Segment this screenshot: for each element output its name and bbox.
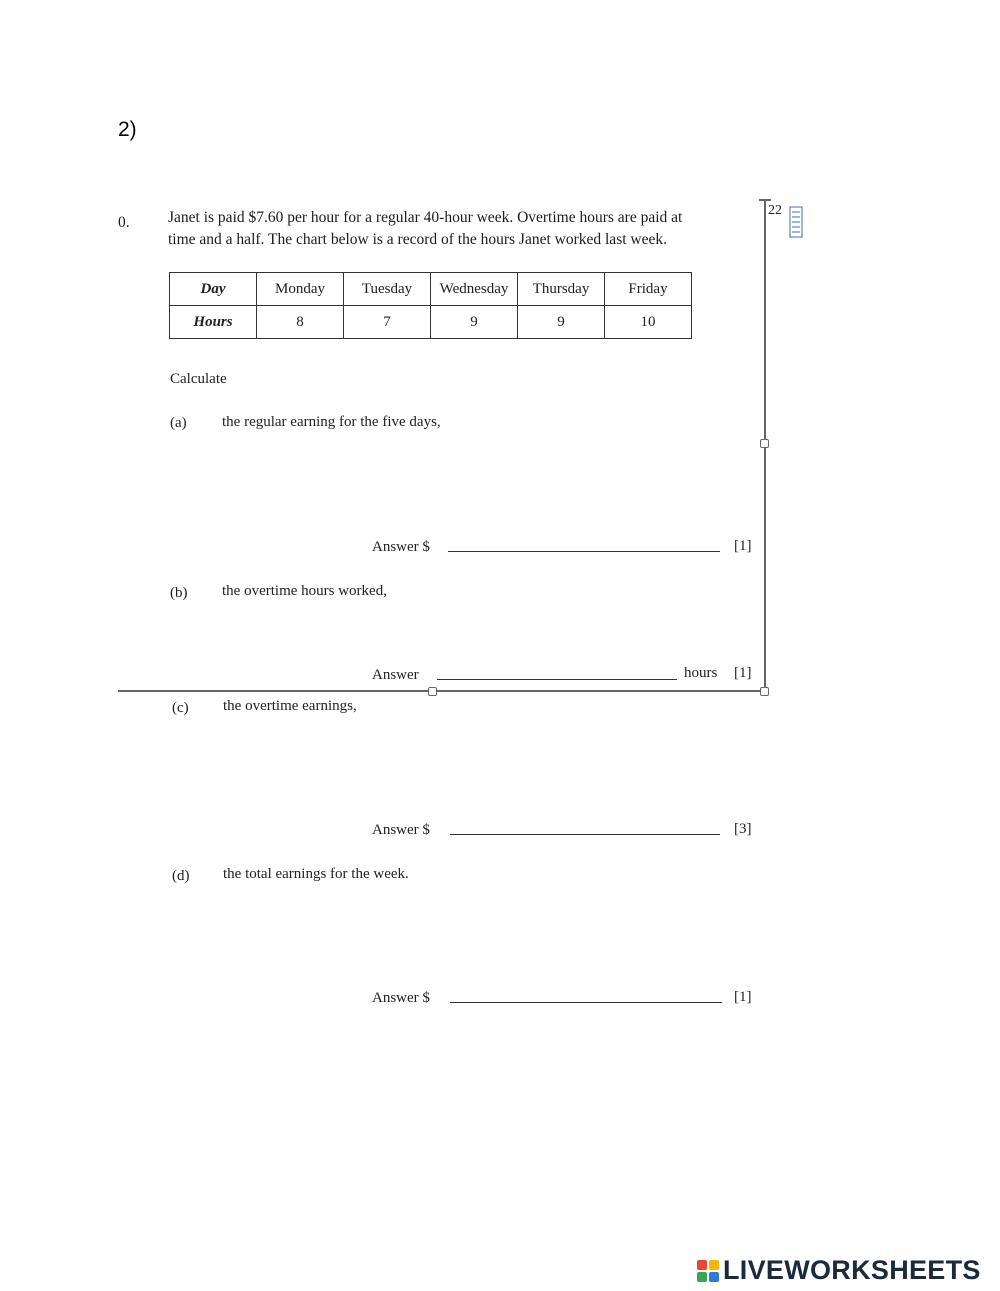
part-b-label: (b): [170, 585, 188, 601]
document-icon: [789, 205, 803, 239]
table-cell-hours: 9: [431, 306, 518, 339]
resize-handle-bottom-right[interactable]: [760, 687, 769, 696]
part-a-answer-prefix: Answer $: [372, 539, 430, 555]
part-a-text: the regular earning for the five days,: [222, 414, 441, 430]
part-b-answer-prefix: Answer: [372, 667, 419, 683]
part-a-marks: [1]: [734, 538, 752, 554]
table-row-days: [170, 273, 692, 306]
resize-handle-bottom[interactable]: [428, 687, 437, 696]
calculate-label: Calculate: [170, 371, 227, 387]
selection-frame-top-cap: [759, 199, 771, 201]
table-cell-day: Wednesday: [431, 273, 518, 306]
part-c-answer-line[interactable]: [450, 834, 720, 835]
hours-table: [169, 272, 692, 339]
table-cell-hours: 7: [344, 306, 431, 339]
logo-block: [709, 1272, 719, 1282]
table-cell-day: Friday: [605, 273, 692, 306]
part-d-text: the total earnings for the week.: [223, 866, 409, 882]
table-cell-day: Tuesday: [344, 273, 431, 306]
table-header-day: Day: [170, 273, 257, 306]
selection-frame-bottom-edge: [118, 690, 766, 692]
logo-block: [697, 1272, 707, 1282]
table-header-hours: Hours: [170, 306, 257, 339]
table-cell-hours: 10: [605, 306, 692, 339]
part-b-answer-line[interactable]: [437, 679, 677, 680]
part-c-text: the overtime earnings,: [223, 698, 357, 714]
table-cell-day: Monday: [257, 273, 344, 306]
part-b-unit: hours: [684, 665, 718, 681]
part-c-label: (c): [172, 700, 189, 716]
question-stem-line-1: Janet is paid $7.60 per hour for a regular 40-hour week. Overtime hours are paid at: [168, 209, 683, 226]
liveworksheets-logo: [697, 1255, 981, 1286]
part-b-text: the overtime hours worked,: [222, 583, 387, 599]
table-cell-day: Thursday: [518, 273, 605, 306]
part-a-answer-line[interactable]: [448, 551, 720, 552]
part-a-label: (a): [170, 415, 187, 431]
question-number: 0.: [118, 214, 130, 231]
part-b-marks: [1]: [734, 665, 752, 681]
part-d-answer-prefix: Answer $: [372, 990, 430, 1006]
table-cell-hours: 8: [257, 306, 344, 339]
table-row-hours: [170, 306, 692, 339]
margin-mark: [768, 203, 782, 219]
logo-blocks-icon: [697, 1260, 719, 1282]
margin-mark-number: 22: [768, 203, 782, 218]
part-d-marks: [1]: [734, 989, 752, 1005]
table-cell-hours: 9: [518, 306, 605, 339]
logo-block: [697, 1260, 707, 1270]
part-d-label: (d): [172, 868, 190, 884]
part-d-answer-line[interactable]: [450, 1002, 722, 1003]
question-stem: [168, 207, 758, 251]
question-stem-line-2: time and a half. The chart below is a record of the hours Janet worked last week.: [168, 231, 667, 248]
part-c-answer-prefix: Answer $: [372, 822, 430, 838]
page-number: 2): [118, 118, 137, 141]
part-c-marks: [3]: [734, 821, 752, 837]
resize-handle-right[interactable]: [760, 439, 769, 448]
logo-wordmark: LIVEWORKSHEETS: [723, 1255, 981, 1285]
logo-block: [709, 1260, 719, 1270]
